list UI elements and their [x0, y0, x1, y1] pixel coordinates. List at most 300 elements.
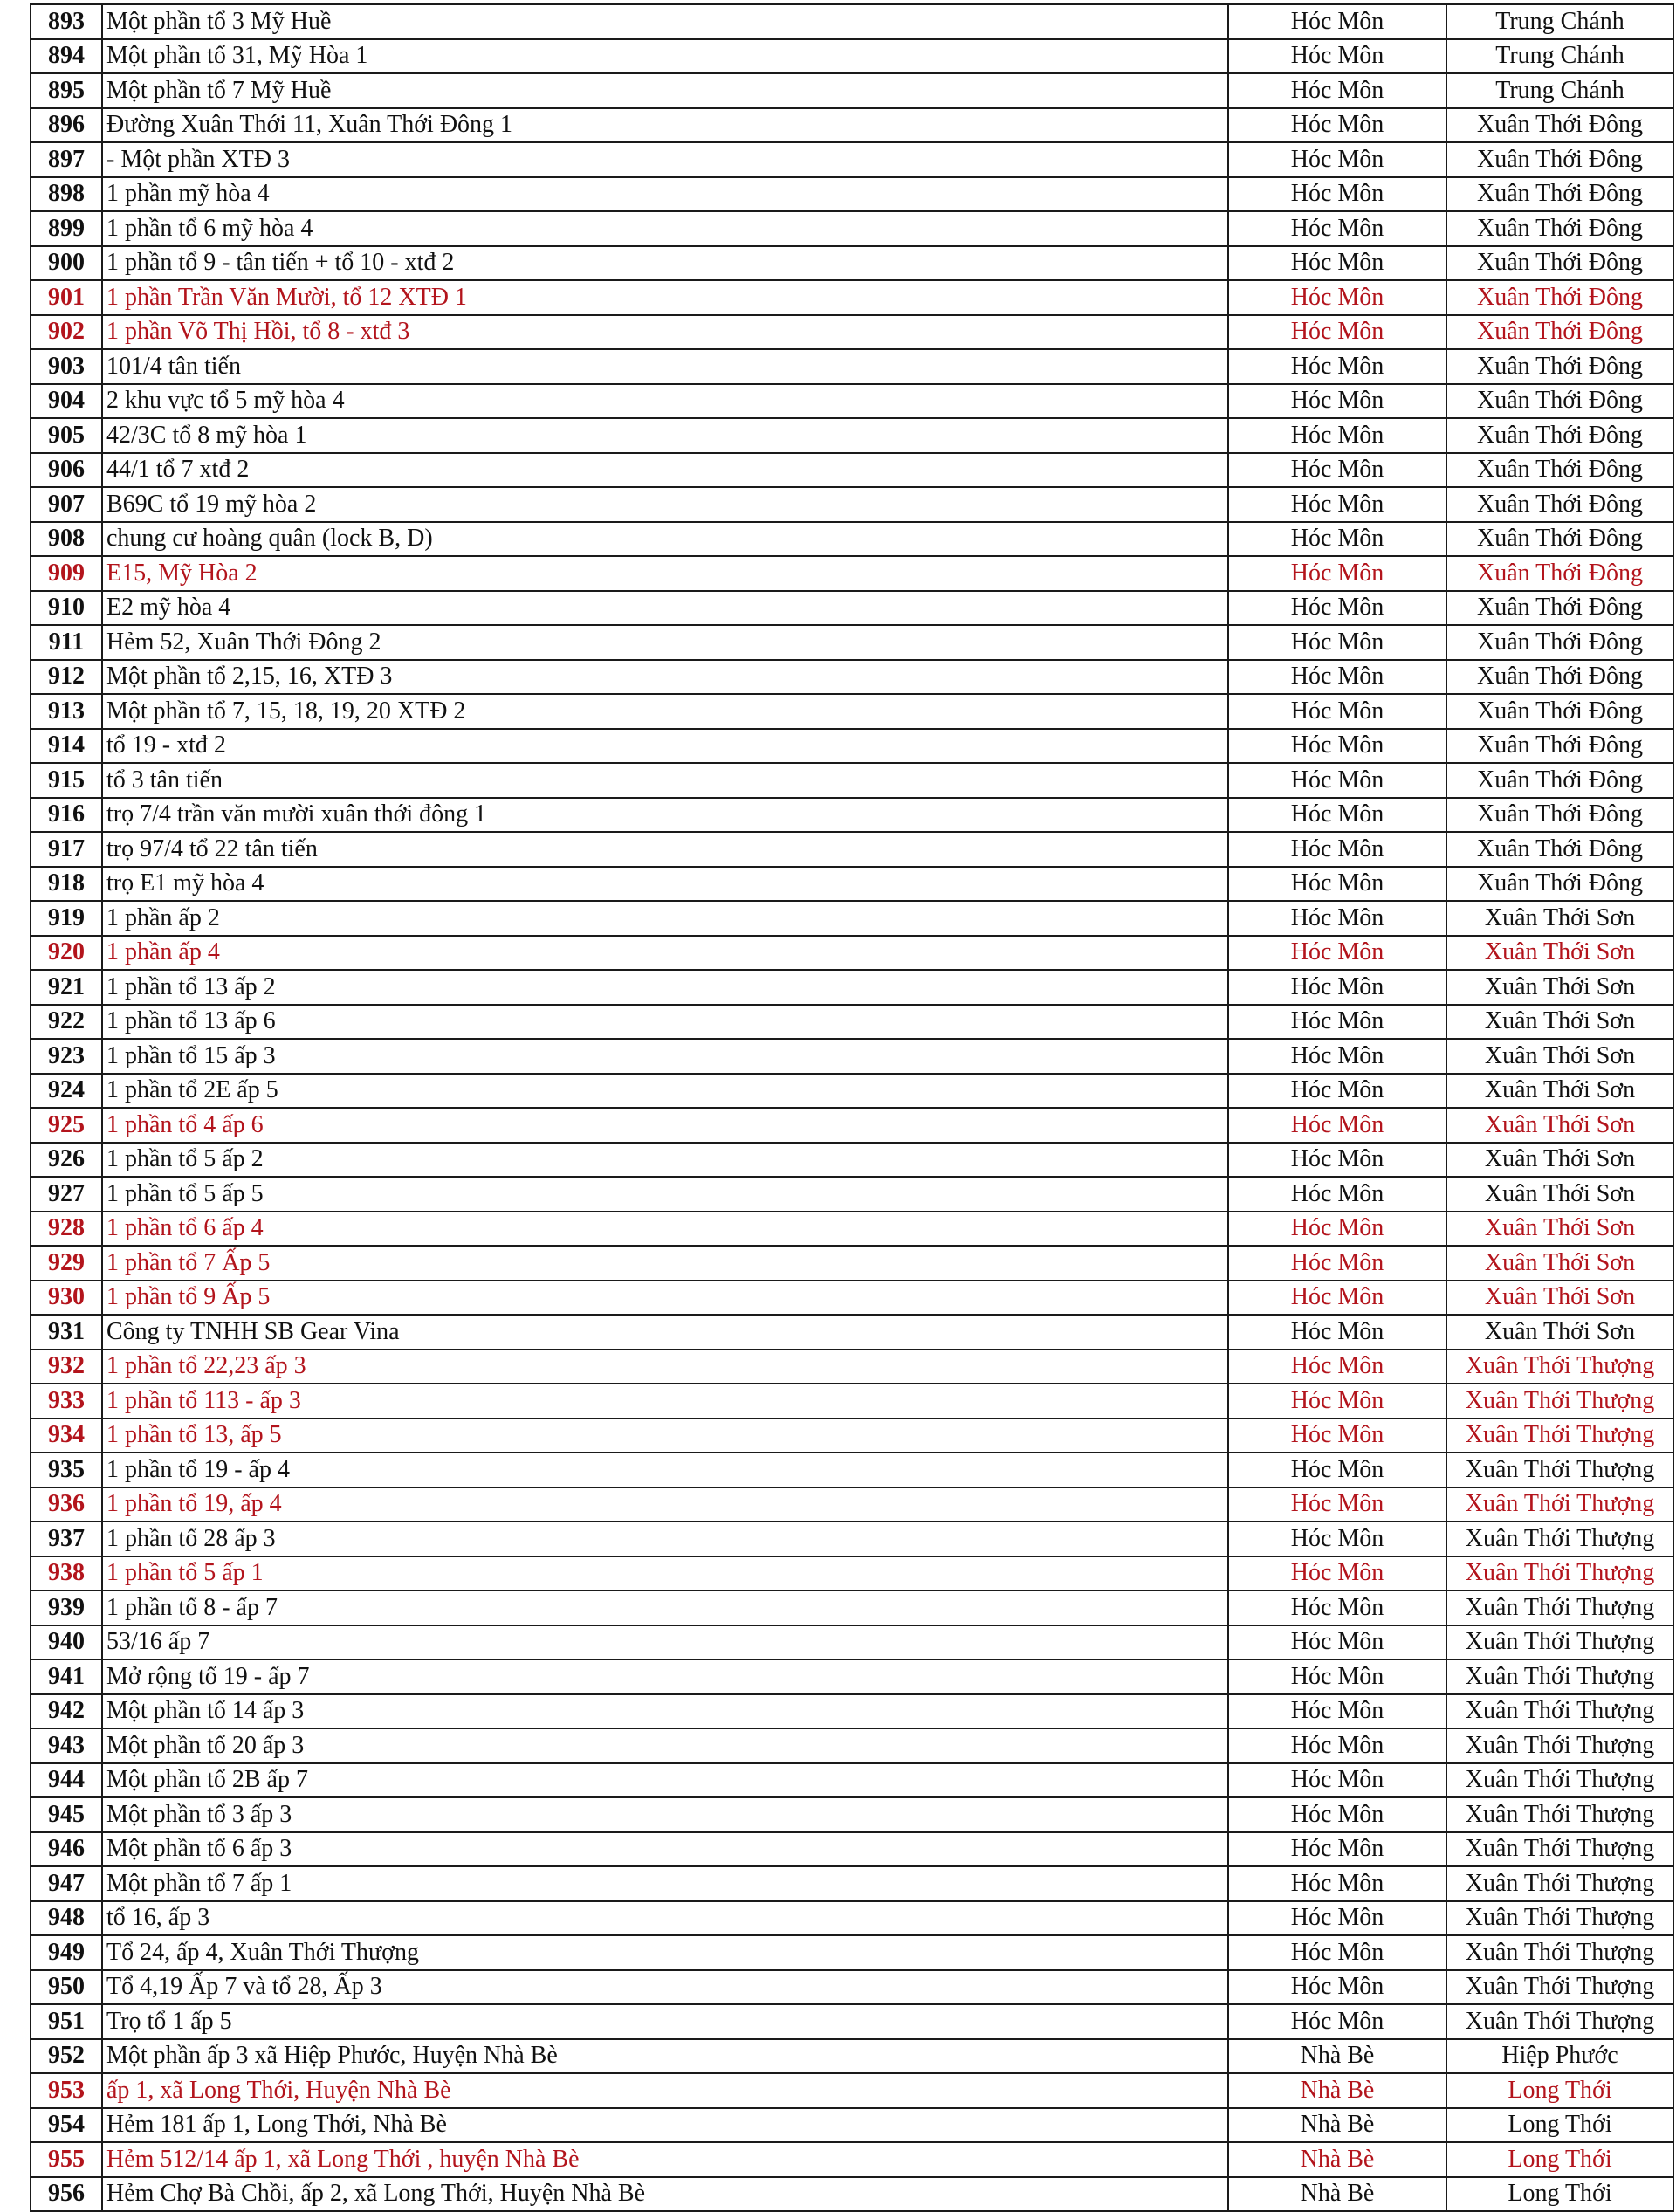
ward-cell: Xuân Thới Đông: [1446, 832, 1673, 867]
row-number: 931: [31, 1315, 102, 1350]
district-cell: Hóc Môn: [1228, 1832, 1446, 1867]
ward-cell: Xuân Thới Sơn: [1446, 1212, 1673, 1247]
row-number: 901: [31, 280, 102, 315]
address-cell: Đường Xuân Thới 11, Xuân Thới Đông 1: [102, 108, 1228, 143]
table-row: [31, 2142, 1673, 2177]
address-cell: Một phần tổ 6 ấp 3: [102, 1832, 1228, 1867]
ward-cell: Xuân Thới Thượng: [1446, 1659, 1673, 1694]
table-row: [31, 2177, 1673, 2212]
district-cell: Hóc Môn: [1228, 1039, 1446, 1074]
ward-cell: Xuân Thới Thượng: [1446, 1453, 1673, 1487]
row-number: 911: [31, 625, 102, 660]
address-cell: Hẻm 181 ấp 1, Long Thới, Nhà Bè: [102, 2108, 1228, 2143]
ward-cell: Xuân Thới Đông: [1446, 694, 1673, 729]
row-number: 939: [31, 1590, 102, 1625]
address-cell: 1 phần tổ 19 - ấp 4: [102, 1453, 1228, 1487]
row-number: 913: [31, 694, 102, 729]
row-number: 910: [31, 591, 102, 626]
ward-cell: Xuân Thới Thượng: [1446, 1419, 1673, 1453]
table-row: [31, 384, 1673, 419]
district-cell: Hóc Môn: [1228, 1350, 1446, 1384]
table-row: [31, 1039, 1673, 1074]
ward-cell: Xuân Thới Đông: [1446, 108, 1673, 143]
row-number: 917: [31, 832, 102, 867]
ward-cell: Xuân Thới Đông: [1446, 522, 1673, 557]
row-number: 930: [31, 1281, 102, 1316]
ward-cell: Xuân Thới Thượng: [1446, 1797, 1673, 1832]
ward-cell: Long Thới: [1446, 2177, 1673, 2212]
district-cell: Hóc Môn: [1228, 970, 1446, 1005]
ward-cell: Xuân Thới Sơn: [1446, 901, 1673, 936]
table-row: [31, 418, 1673, 453]
address-cell: 1 phần ấp 4: [102, 936, 1228, 971]
table-row: [31, 729, 1673, 764]
ward-cell: Xuân Thới Đông: [1446, 487, 1673, 522]
address-cell: 1 phần tổ 22,23 ấp 3: [102, 1350, 1228, 1384]
table-row: [31, 832, 1673, 867]
row-number: 900: [31, 246, 102, 281]
table-row: [31, 1453, 1673, 1487]
table-row: [31, 1419, 1673, 1453]
district-cell: Hóc Môn: [1228, 1108, 1446, 1143]
table-row: [31, 211, 1673, 246]
address-cell: 1 phần tổ 28 ấp 3: [102, 1522, 1228, 1556]
district-cell: Hóc Môn: [1228, 1728, 1446, 1763]
ward-cell: Xuân Thới Sơn: [1446, 1315, 1673, 1350]
table-row: [31, 1728, 1673, 1763]
ward-cell: Xuân Thới Sơn: [1446, 1246, 1673, 1281]
ward-cell: Xuân Thới Thượng: [1446, 1832, 1673, 1867]
address-cell: tổ 19 - xtđ 2: [102, 729, 1228, 764]
district-cell: Hóc Môn: [1228, 1797, 1446, 1832]
address-cell: trọ 7/4 trần văn mười xuân thới đông 1: [102, 798, 1228, 833]
district-cell: Hóc Môn: [1228, 4, 1446, 39]
row-number: 953: [31, 2073, 102, 2108]
address-cell: Công ty TNHH SB Gear Vina: [102, 1315, 1228, 1350]
row-number: 949: [31, 1935, 102, 1970]
ward-cell: Xuân Thới Đông: [1446, 591, 1673, 626]
ward-cell: Xuân Thới Thượng: [1446, 1728, 1673, 1763]
ward-cell: Xuân Thới Thượng: [1446, 1487, 1673, 1522]
ward-cell: Xuân Thới Sơn: [1446, 1281, 1673, 1316]
district-cell: Hóc Môn: [1228, 1763, 1446, 1798]
address-cell: 1 phần tổ 5 ấp 2: [102, 1143, 1228, 1178]
district-cell: Hóc Môn: [1228, 1074, 1446, 1109]
table-row: [31, 1246, 1673, 1281]
row-number: 954: [31, 2108, 102, 2143]
table-row: [31, 694, 1673, 729]
table-row: [31, 1832, 1673, 1867]
address-cell: trọ E1 mỹ hòa 4: [102, 867, 1228, 902]
table-row: [31, 867, 1673, 902]
address-cell: Một phần ấp 3 xã Hiệp Phước, Huyện Nhà Bè: [102, 2039, 1228, 2074]
table-row: [31, 349, 1673, 384]
row-number: 921: [31, 970, 102, 1005]
address-cell: Hẻm 52, Xuân Thới Đông 2: [102, 625, 1228, 660]
ward-cell: Xuân Thới Thượng: [1446, 1522, 1673, 1556]
table-row: [31, 73, 1673, 108]
row-number: 935: [31, 1453, 102, 1487]
ward-cell: Long Thới: [1446, 2108, 1673, 2143]
row-number: 897: [31, 142, 102, 177]
table-row: [31, 1797, 1673, 1832]
ward-cell: Xuân Thới Đông: [1446, 280, 1673, 315]
table-row: [31, 2004, 1673, 2039]
ward-cell: Trung Chánh: [1446, 73, 1673, 108]
table-row: [31, 556, 1673, 591]
ward-cell: Xuân Thới Đông: [1446, 453, 1673, 488]
address-cell: Trọ tổ 1 ấp 5: [102, 2004, 1228, 2039]
table-row: [31, 39, 1673, 74]
address-cell: Một phần tổ 7 ấp 1: [102, 1866, 1228, 1901]
row-number: 927: [31, 1177, 102, 1212]
ward-cell: Xuân Thới Đông: [1446, 211, 1673, 246]
address-cell: 53/16 ấp 7: [102, 1625, 1228, 1660]
table-row: [31, 522, 1673, 557]
district-cell: Hóc Môn: [1228, 1005, 1446, 1040]
table-row: [31, 901, 1673, 936]
address-cell: 1 phần tổ 4 ấp 6: [102, 1108, 1228, 1143]
address-cell: Một phần tổ 3 ấp 3: [102, 1797, 1228, 1832]
ward-cell: Xuân Thới Sơn: [1446, 1108, 1673, 1143]
table-row: [31, 1590, 1673, 1625]
ward-cell: Long Thới: [1446, 2073, 1673, 2108]
district-cell: Hóc Môn: [1228, 936, 1446, 971]
ward-cell: Xuân Thới Thượng: [1446, 1935, 1673, 1970]
row-number: 933: [31, 1384, 102, 1419]
row-number: 906: [31, 453, 102, 488]
district-cell: Hóc Môn: [1228, 73, 1446, 108]
table-row: [31, 1970, 1673, 2005]
district-cell: Hóc Môn: [1228, 591, 1446, 626]
table-row: [31, 1315, 1673, 1350]
table-row: [31, 591, 1673, 626]
table-row: [31, 1694, 1673, 1729]
row-number: 908: [31, 522, 102, 557]
ward-cell: Xuân Thới Thượng: [1446, 1970, 1673, 2005]
district-cell: Hóc Môn: [1228, 522, 1446, 557]
table-row: [31, 1901, 1673, 1936]
row-number: 898: [31, 177, 102, 212]
row-number: 956: [31, 2177, 102, 2212]
district-cell: Hóc Môn: [1228, 1590, 1446, 1625]
row-number: 926: [31, 1143, 102, 1178]
table-row: [31, 763, 1673, 798]
table-row: [31, 2039, 1673, 2074]
district-cell: Hóc Môn: [1228, 1315, 1446, 1350]
table-row: [31, 1005, 1673, 1040]
address-cell: Một phần tổ 7 Mỹ Huề: [102, 73, 1228, 108]
row-number: 896: [31, 108, 102, 143]
address-cell: 1 phần tổ 7 Ấp 5: [102, 1246, 1228, 1281]
district-cell: Hóc Môn: [1228, 418, 1446, 453]
address-cell: 1 phần Võ Thị Hồi, tổ 8 - xtđ 3: [102, 315, 1228, 350]
row-number: 942: [31, 1694, 102, 1729]
table-row: [31, 108, 1673, 143]
district-cell: Hóc Môn: [1228, 1970, 1446, 2005]
row-number: 909: [31, 556, 102, 591]
row-number: 928: [31, 1212, 102, 1247]
ward-cell: Hiệp Phước: [1446, 2039, 1673, 2074]
district-cell: Hóc Môn: [1228, 1935, 1446, 1970]
address-cell: 1 phần tổ 2E ấp 5: [102, 1074, 1228, 1109]
ward-cell: Xuân Thới Sơn: [1446, 1177, 1673, 1212]
address-cell: Một phần tổ 2,15, 16, XTĐ 3: [102, 660, 1228, 695]
table-row: [31, 453, 1673, 488]
address-cell: Một phần tổ 20 ấp 3: [102, 1728, 1228, 1763]
row-number: 893: [31, 4, 102, 39]
row-number: 907: [31, 487, 102, 522]
row-number: 941: [31, 1659, 102, 1694]
district-cell: Nhà Bè: [1228, 2177, 1446, 2212]
table-row: [31, 660, 1673, 695]
district-cell: Hóc Môn: [1228, 349, 1446, 384]
row-number: 924: [31, 1074, 102, 1109]
address-cell: Một phần tổ 7, 15, 18, 19, 20 XTĐ 2: [102, 694, 1228, 729]
ward-cell: Xuân Thới Sơn: [1446, 936, 1673, 971]
row-number: 905: [31, 418, 102, 453]
district-cell: Hóc Môn: [1228, 1556, 1446, 1591]
row-number: 914: [31, 729, 102, 764]
row-number: 932: [31, 1350, 102, 1384]
address-cell: Một phần tổ 14 ấp 3: [102, 1694, 1228, 1729]
district-cell: Hóc Môn: [1228, 867, 1446, 902]
district-cell: Hóc Môn: [1228, 1901, 1446, 1936]
address-cell: 1 phần tổ 9 - tân tiến + tổ 10 - xtđ 2: [102, 246, 1228, 281]
district-cell: Hóc Môn: [1228, 1866, 1446, 1901]
table-row: [31, 1074, 1673, 1109]
address-cell: 44/1 tổ 7 xtđ 2: [102, 453, 1228, 488]
district-cell: Hóc Môn: [1228, 280, 1446, 315]
row-number: 937: [31, 1522, 102, 1556]
row-number: 955: [31, 2142, 102, 2177]
district-cell: Hóc Môn: [1228, 1143, 1446, 1178]
address-cell: Tổ 24, ấp 4, Xuân Thới Thượng: [102, 1935, 1228, 1970]
ward-cell: Xuân Thới Thượng: [1446, 1556, 1673, 1591]
table-row: [31, 1935, 1673, 1970]
district-cell: Hóc Môn: [1228, 315, 1446, 350]
ward-cell: Long Thới: [1446, 2142, 1673, 2177]
table-row: [31, 142, 1673, 177]
table-row: [31, 970, 1673, 1005]
ward-cell: Xuân Thới Đông: [1446, 625, 1673, 660]
district-cell: Hóc Môn: [1228, 2004, 1446, 2039]
row-number: 948: [31, 1901, 102, 1936]
table-row: [31, 1487, 1673, 1522]
district-cell: Hóc Môn: [1228, 798, 1446, 833]
district-cell: Nhà Bè: [1228, 2142, 1446, 2177]
row-number: 940: [31, 1625, 102, 1660]
address-cell: Hẻm 512/14 ấp 1, xã Long Thới , huyện Nhà Bè: [102, 2142, 1228, 2177]
table-row: [31, 280, 1673, 315]
address-cell: 1 phần tổ 6 mỹ hòa 4: [102, 211, 1228, 246]
district-cell: Hóc Môn: [1228, 246, 1446, 281]
row-number: 943: [31, 1728, 102, 1763]
row-number: 945: [31, 1797, 102, 1832]
district-cell: Hóc Môn: [1228, 39, 1446, 74]
table-row: [31, 1556, 1673, 1591]
row-number: 934: [31, 1419, 102, 1453]
district-cell: Hóc Môn: [1228, 1419, 1446, 1453]
table-row: [31, 487, 1673, 522]
ward-cell: Trung Chánh: [1446, 39, 1673, 74]
ward-cell: Xuân Thới Sơn: [1446, 1143, 1673, 1178]
ward-cell: Xuân Thới Đông: [1446, 246, 1673, 281]
district-cell: Hóc Môn: [1228, 1625, 1446, 1660]
table-row: [31, 2073, 1673, 2108]
row-number: 918: [31, 867, 102, 902]
row-number: 899: [31, 211, 102, 246]
row-number: 915: [31, 763, 102, 798]
district-cell: Hóc Môn: [1228, 177, 1446, 212]
table-row: [31, 1384, 1673, 1419]
ward-cell: Xuân Thới Sơn: [1446, 1005, 1673, 1040]
address-cell: Một phần tổ 3 Mỹ Huề: [102, 4, 1228, 39]
ward-cell: Xuân Thới Đông: [1446, 349, 1673, 384]
ward-cell: Xuân Thới Sơn: [1446, 970, 1673, 1005]
address-cell: E15, Mỹ Hòa 2: [102, 556, 1228, 591]
table-row: [31, 1281, 1673, 1316]
district-cell: Hóc Môn: [1228, 694, 1446, 729]
address-cell: 1 phần tổ 8 - ấp 7: [102, 1590, 1228, 1625]
address-cell: 2 khu vực tổ 5 mỹ hòa 4: [102, 384, 1228, 419]
district-cell: Hóc Môn: [1228, 1522, 1446, 1556]
address-cell: 1 phần tổ 9 Ấp 5: [102, 1281, 1228, 1316]
address-cell: 1 phần mỹ hòa 4: [102, 177, 1228, 212]
district-cell: Hóc Môn: [1228, 1487, 1446, 1522]
address-cell: 1 phần tổ 13, ấp 5: [102, 1419, 1228, 1453]
district-cell: Hóc Môn: [1228, 1694, 1446, 1729]
ward-cell: Xuân Thới Đông: [1446, 315, 1673, 350]
address-cell: tổ 3 tân tiến: [102, 763, 1228, 798]
address-cell: 1 phần tổ 6 ấp 4: [102, 1212, 1228, 1247]
ward-cell: Xuân Thới Đông: [1446, 729, 1673, 764]
row-number: 946: [31, 1832, 102, 1867]
address-cell: 1 phần tổ 5 ấp 1: [102, 1556, 1228, 1591]
district-cell: Hóc Môn: [1228, 660, 1446, 695]
row-number: 916: [31, 798, 102, 833]
ward-cell: Xuân Thới Đông: [1446, 867, 1673, 902]
table-row: [31, 2108, 1673, 2143]
district-cell: Hóc Môn: [1228, 901, 1446, 936]
address-cell: Hẻm Chợ Bà Chồi, ấp 2, xã Long Thới, Huyện Nhà Bè: [102, 2177, 1228, 2212]
row-number: 938: [31, 1556, 102, 1591]
district-cell: Hóc Môn: [1228, 556, 1446, 591]
table-row: [31, 1108, 1673, 1143]
district-cell: Nhà Bè: [1228, 2039, 1446, 2074]
district-cell: Hóc Môn: [1228, 763, 1446, 798]
table-row: [31, 798, 1673, 833]
table-row: [31, 177, 1673, 212]
district-cell: Hóc Môn: [1228, 1246, 1446, 1281]
address-table: [30, 3, 1674, 2212]
district-cell: Hóc Môn: [1228, 1281, 1446, 1316]
table-row: [31, 1625, 1673, 1660]
ward-cell: Xuân Thới Đông: [1446, 556, 1673, 591]
ward-cell: Xuân Thới Sơn: [1446, 1074, 1673, 1109]
address-cell: ấp 1, xã Long Thới, Huyện Nhà Bè: [102, 2073, 1228, 2108]
row-number: 912: [31, 660, 102, 695]
table-row: [31, 625, 1673, 660]
district-cell: Hóc Môn: [1228, 487, 1446, 522]
district-cell: Nhà Bè: [1228, 2073, 1446, 2108]
address-cell: 101/4 tân tiến: [102, 349, 1228, 384]
table-row: [31, 936, 1673, 971]
table-row: [31, 1866, 1673, 1901]
address-cell: Mở rộng tổ 19 - ấp 7: [102, 1659, 1228, 1694]
district-cell: Hóc Môn: [1228, 625, 1446, 660]
address-cell: chung cư hoàng quân (lock B, D): [102, 522, 1228, 557]
district-cell: Hóc Môn: [1228, 1177, 1446, 1212]
ward-cell: Xuân Thới Thượng: [1446, 1590, 1673, 1625]
district-cell: Hóc Môn: [1228, 729, 1446, 764]
table-row: [31, 246, 1673, 281]
table-row: [31, 1143, 1673, 1178]
address-cell: 1 phần tổ 13 ấp 2: [102, 970, 1228, 1005]
ward-cell: Xuân Thới Thượng: [1446, 1694, 1673, 1729]
table-row: [31, 315, 1673, 350]
row-number: 947: [31, 1866, 102, 1901]
address-cell: 1 phần tổ 15 ấp 3: [102, 1039, 1228, 1074]
district-cell: Hóc Môn: [1228, 1659, 1446, 1694]
ward-cell: Xuân Thới Đông: [1446, 418, 1673, 453]
district-cell: Hóc Môn: [1228, 108, 1446, 143]
row-number: 951: [31, 2004, 102, 2039]
address-cell: Một phần tổ 2B ấp 7: [102, 1763, 1228, 1798]
address-cell: Tổ 4,19 Ấp 7 và tổ 28, Ấp 3: [102, 1970, 1228, 2005]
district-cell: Hóc Môn: [1228, 1384, 1446, 1419]
ward-cell: Xuân Thới Đông: [1446, 763, 1673, 798]
row-number: 919: [31, 901, 102, 936]
ward-cell: Xuân Thới Thượng: [1446, 1350, 1673, 1384]
address-cell: 1 phần tổ 113 - ấp 3: [102, 1384, 1228, 1419]
ward-cell: Xuân Thới Đông: [1446, 798, 1673, 833]
row-number: 922: [31, 1005, 102, 1040]
table-row: [31, 1522, 1673, 1556]
ward-cell: Xuân Thới Đông: [1446, 177, 1673, 212]
district-cell: Hóc Môn: [1228, 211, 1446, 246]
ward-cell: Xuân Thới Thượng: [1446, 1901, 1673, 1936]
row-number: 895: [31, 73, 102, 108]
address-cell: 1 phần tổ 13 ấp 6: [102, 1005, 1228, 1040]
row-number: 902: [31, 315, 102, 350]
address-cell: 42/3C tổ 8 mỹ hòa 1: [102, 418, 1228, 453]
address-cell: Một phần tổ 31, Mỹ Hòa 1: [102, 39, 1228, 74]
address-cell: 1 phần Trần Văn Mười, tổ 12 XTĐ 1: [102, 280, 1228, 315]
row-number: 925: [31, 1108, 102, 1143]
ward-cell: Xuân Thới Thượng: [1446, 1763, 1673, 1798]
table-row: [31, 1350, 1673, 1384]
address-table-body: [31, 4, 1673, 2211]
row-number: 952: [31, 2039, 102, 2074]
row-number: 920: [31, 936, 102, 971]
row-number: 944: [31, 1763, 102, 1798]
ward-cell: Xuân Thới Đông: [1446, 660, 1673, 695]
table-row: [31, 1212, 1673, 1247]
district-cell: Hóc Môn: [1228, 384, 1446, 419]
row-number: 894: [31, 39, 102, 74]
row-number: 903: [31, 349, 102, 384]
address-cell: B69C tổ 19 mỹ hòa 2: [102, 487, 1228, 522]
district-cell: Hóc Môn: [1228, 1453, 1446, 1487]
district-cell: Nhà Bè: [1228, 2108, 1446, 2143]
district-cell: Hóc Môn: [1228, 142, 1446, 177]
row-number: 923: [31, 1039, 102, 1074]
ward-cell: Xuân Thới Thượng: [1446, 1625, 1673, 1660]
row-number: 929: [31, 1246, 102, 1281]
ward-cell: Xuân Thới Sơn: [1446, 1039, 1673, 1074]
ward-cell: Xuân Thới Thượng: [1446, 1384, 1673, 1419]
